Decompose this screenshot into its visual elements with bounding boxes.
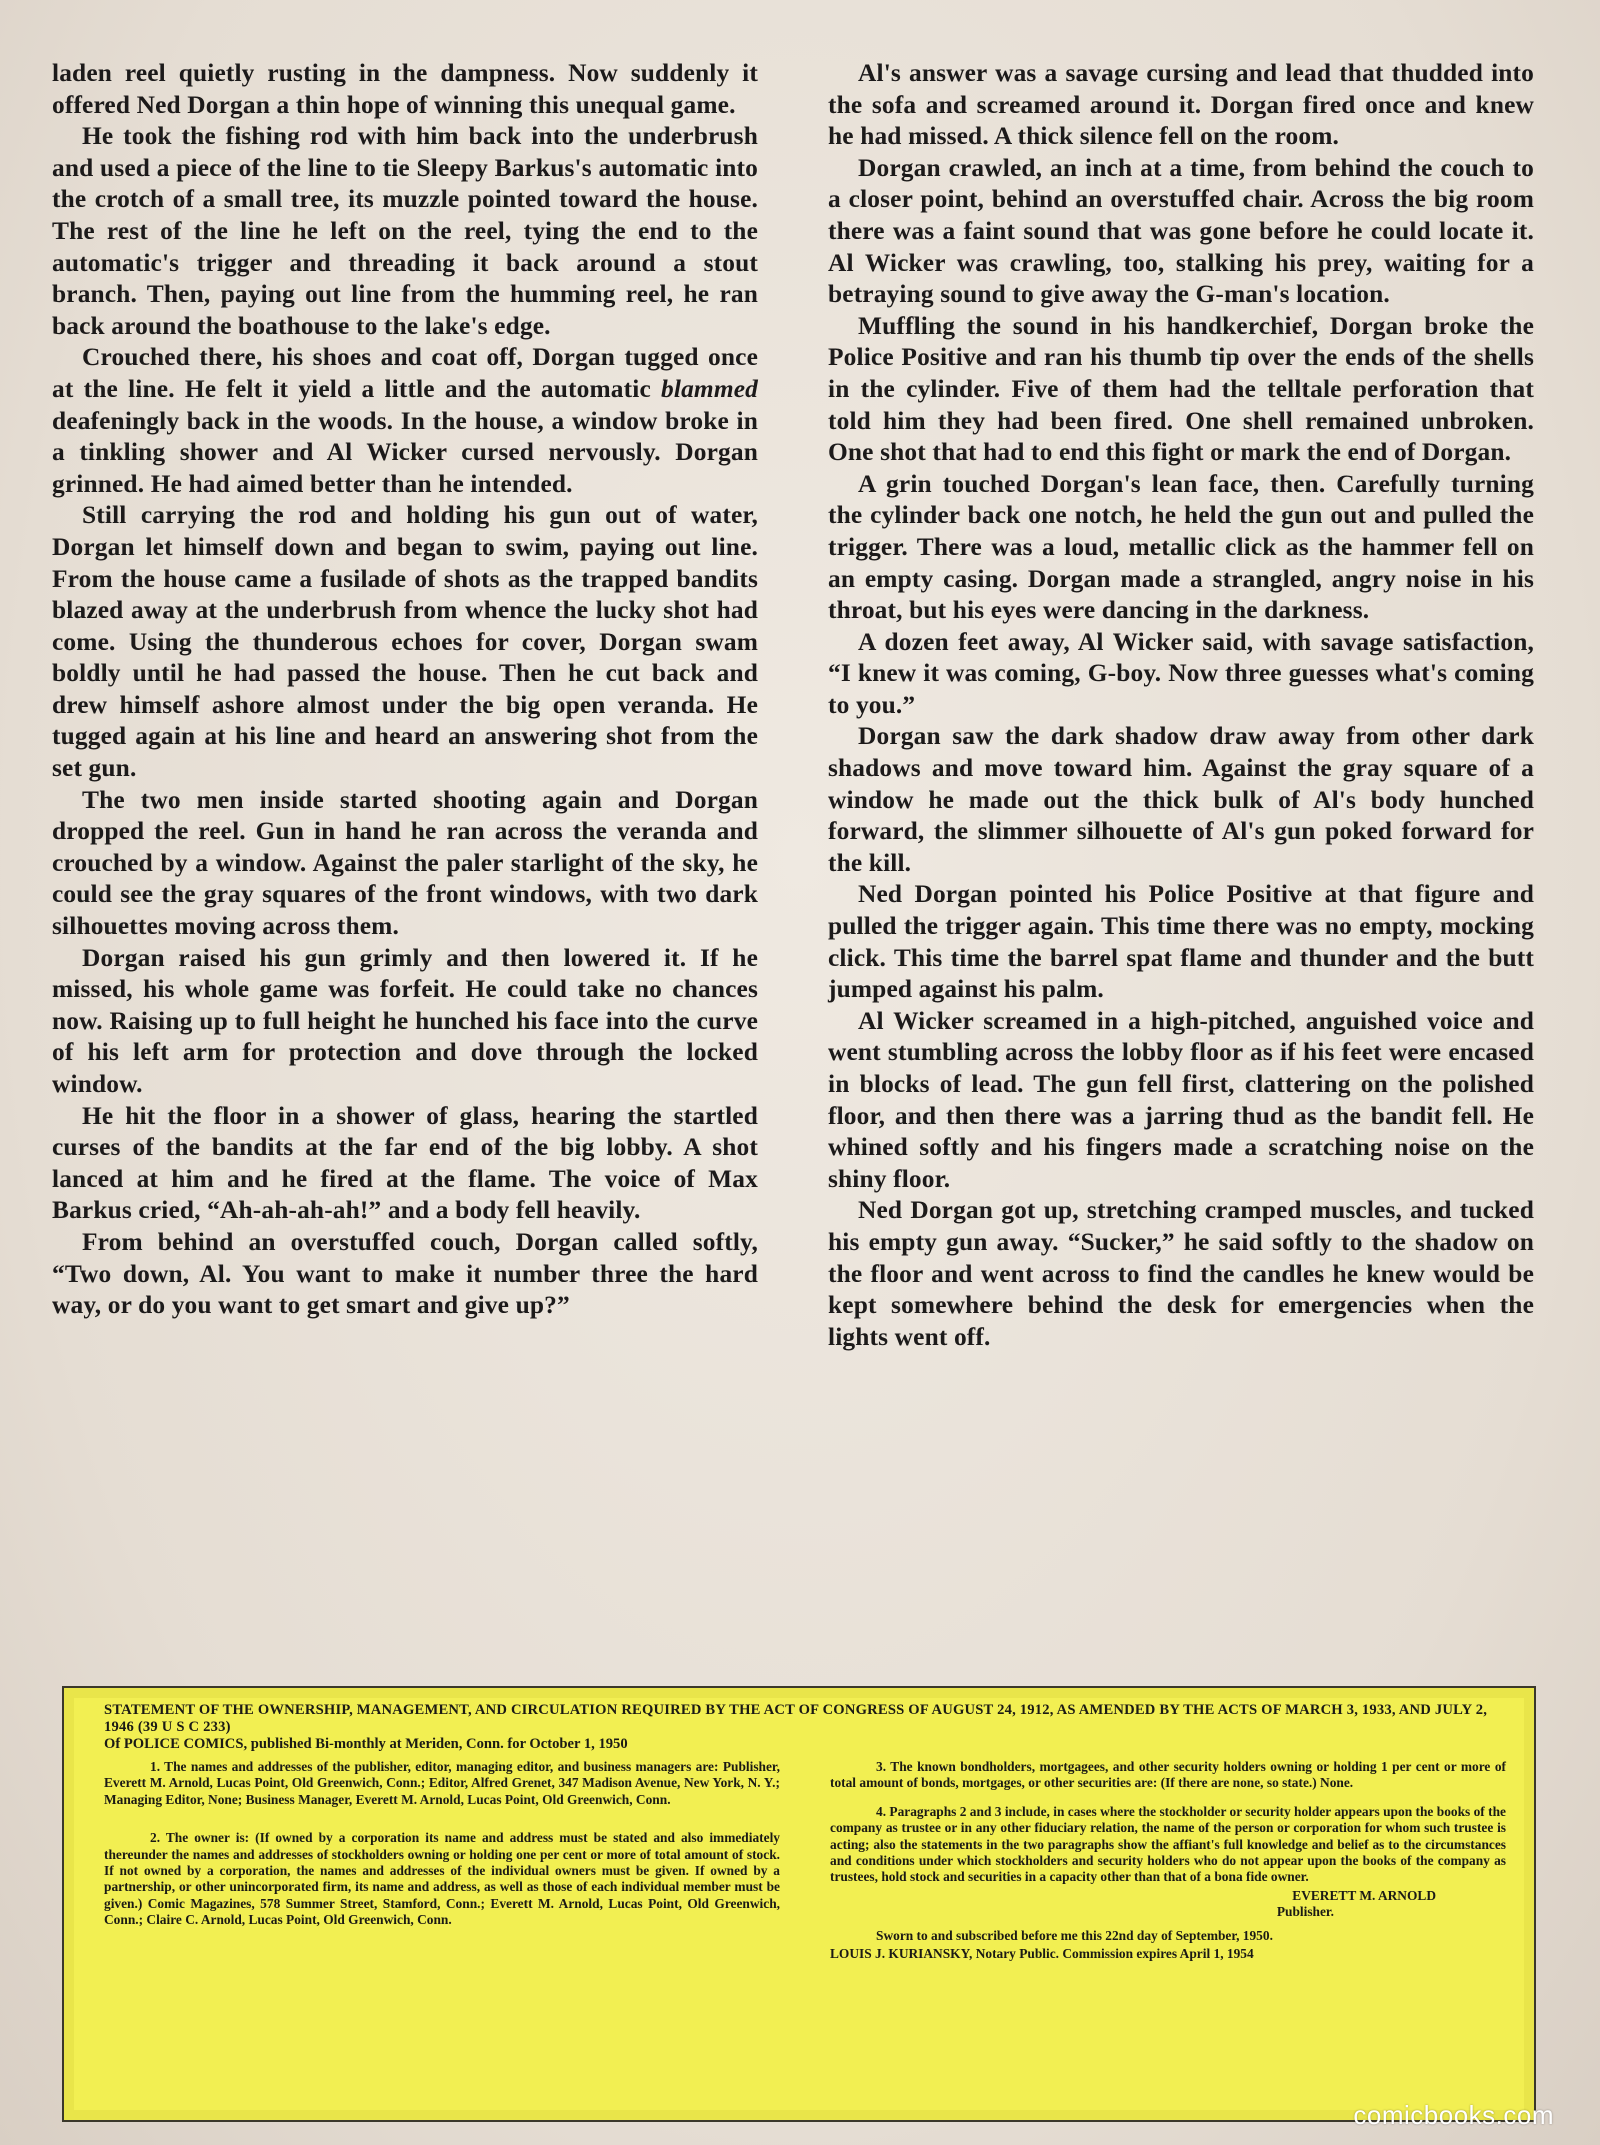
publisher-name: EVERETT M. ARNOLD [1292, 1887, 1436, 1903]
site-watermark: comicbooks.com [1353, 2100, 1554, 2130]
statement-publication-line: Of POLICE COMICS, published Bi-monthly at Meriden, Conn. for October 1, 1950 [104, 1736, 628, 1752]
story-paragraph: laden reel quietly rusting in the dampness. Now suddenly it offered Ned Dorgan a thin hope of winning this unequal game. [52, 59, 758, 119]
story-paragraph: He took the fishing rod with him back into the underbrush and used a piece of the line to tie Sleepy Barkus's automatic into the crotch of a small tree, its muzzle pointed toward the house. The rest of the line he left on the reel, tying the end to the automatic's trigger and threading it back around a stout branch. Then, paying out line from the humming reel, he ran back around the boathouse to the lake's edge. [52, 122, 758, 340]
story-paragraph: Crouched there, his shoes and coat off, Dorgan tugged once at the line. He felt it yield a little and the automatic blammed deafeningly back in the woods. In the house, a window broke in a tinkling shower and Al Wicker cursed nervously. Dorgan grinned. He had aimed better than he intended. [52, 343, 758, 498]
story-paragraph: A dozen feet away, Al Wicker said, with savage satisfaction, “I knew it was coming, G-boy. Now three guesses what's coming to you.” [828, 627, 1534, 719]
emphasized-word: blammed [661, 374, 758, 403]
story-paragraph: Dorgan raised his gun grimly and then lowered it. If he missed, his whole game was forfeit. He could take no chances now. Raising up to full height he hunched his face into the curve of his left arm for protection and dove through the locked window. [52, 943, 758, 1098]
story-paragraph: Al Wicker screamed in a high-pitched, anguished voice and went stumbling across the lobby floor as if his feet were encased in blocks of lead. The gun fell first, clattering on the polished floor, and then there was a jarring thud as the bandit fell. He whined softly and his fingers made a scratching noise on the shiny floor. [828, 1006, 1534, 1193]
statement-column-left [104, 1759, 780, 1963]
statement-paragraph-1: 1. The names and addresses of the publisher, editor, managing editor, and business managers are: Publisher, Everett M. Arnold, Lucas Point, Old Greenwich, Conn.; Editor, Alfred Grenet, 347 Madison Avenue, New York, N. Y.; Managing Editor, None; Business Manager, Everett M. Arnold, Lucas Point, Old Greenwich, Conn. [104, 1759, 780, 1807]
story-paragraph: Ned Dorgan pointed his Police Positive at that figure and pulled the trigger again. This time there was no empty, mocking click. This time the barrel spat flame and thunder and the butt jumped against his palm. [828, 880, 1534, 1004]
statement-paragraph-3: 3. The known bondholders, mortgagees, and other security holders owning or holding 1 per cent or more of total amount of bonds, mortgages, or other securities are: (If there are none, so state.) None. [830, 1759, 1506, 1791]
statement-paragraph-2: 2. The owner is: (If owned by a corporation its name and address must be stated and also immediately thereunder the names and addresses of stockholders owning or holding one per cent or more of total amount of stock. If not owned by a corporation, the names and addresses of the individual owners must be given. If owned by a partnership, or other unincorporated firm, its name and address, as well as those of each individual member must be given.) Comic Magazines, 578 Summer Street, Stamford, Conn.; Everett M. Arnold, Lucas Point, Old Greenwich, Conn.; Claire C. Arnold, Lucas Point, Old Greenwich, Conn. [104, 1830, 780, 1928]
publisher-signature [830, 1888, 1506, 1920]
story-columns [52, 58, 1534, 1648]
statement-column-right [830, 1759, 1506, 1963]
story-paragraph: A grin touched Dorgan's lean face, then. Carefully turning the cylinder back one notch, he held the gun out and pulled the trigger. There was a loud, metallic click as the hammer fell on an empty casing. Dorgan made a strangled, angry noise in his throat, but his eyes were dancing in the darkness. [828, 469, 1534, 625]
ownership-statement-box [62, 1686, 1536, 2122]
publisher-role: Publisher. [1276, 1903, 1334, 1919]
statement-columns [104, 1759, 1506, 1963]
story-paragraph: Still carrying the rod and holding his gun out of water, Dorgan let himself down and began to swim, paying out line. From the house came a fusilade of shots as the trapped bandits blazed away at the underbrush from whence the lucky shot had come. Using the thunderous echoes for cover, Dorgan swam boldly until he had passed the house. Then he cut back and drew himself ashore almost under the big open veranda. He tugged again at his line and heard an answering shot from the set gun. [52, 501, 758, 783]
notary-line: LOUIS J. KURIANSKY, Notary Public. Commission expires April 1, 1954 [830, 1946, 1254, 1962]
story-paragraph: He hit the floor in a shower of glass, hearing the startled curses of the bandits at the far end of the big lobby. A shot lanced at him and he fired at the flame. The voice of Max Barkus cried, “Ah-ah-ah-ah!” and a body fell heavily. [52, 1101, 758, 1225]
story-paragraph: Dorgan crawled, an inch at a time, from behind the couch to a closer point, behind an overstuffed chair. Across the big room there was a faint sound that was gone before he could locate it. Al Wicker was crawling, too, stalking his prey, waiting for a betraying sound to give away the G-man's location. [828, 153, 1534, 309]
story-paragraph: The two men inside started shooting again and Dorgan dropped the reel. Gun in hand he ran across the veranda and crouched by a window. Against the paler starlight of the sky, he could see the gray squares of the front windows, with two dark silhouettes moving across them. [52, 785, 758, 941]
story-paragraph: Dorgan saw the dark shadow draw away from other dark shadows and move toward him. Against the gray square of a window he made out the thick bulk of Al's body hunched forward, the slimmer silhouette of Al's gun poked forward for the kill. [828, 722, 1534, 877]
story-column-right [828, 58, 1534, 1648]
statement-paragraph-4: 4. Paragraphs 2 and 3 include, in cases where the stockholder or security holder appears upon the books of the company as trustee or in any other fiduciary relation, the name of the person or corporation for whom such trustee is acting; also the statements in the two paragraphs show the affiant's full knowledge and belief as to the circumstances and conditions under which stockholders and security holders who do not appear upon the books of the company as trustees, hold stock and securities in a capacity other than that of a bona fide owner. [830, 1803, 1506, 1885]
story-paragraph: Al's answer was a savage cursing and lead that thudded into the sofa and screamed around it. Dorgan fired once and knew he had missed. A thick silence fell on the room. [828, 59, 1534, 151]
story-paragraph: From behind an overstuffed couch, Dorgan called softly, “Two down, Al. You want to make it number three the hard way, or do you want to get smart and give up?” [52, 1227, 758, 1320]
sworn-statement: Sworn to and subscribed before me this 22nd day of September, 1950. [876, 1927, 1273, 1943]
story-column-left [52, 58, 758, 1648]
story-paragraph: Muffling the sound in his handkerchief, Dorgan broke the Police Positive and ran his thumb tip over the ends of the shells in the cylinder. Five of them had the telltale perforation that told him they had been fired. One shell remained unbroken. One shot that had to end this fight or mark the end of Dorgan. [828, 311, 1534, 467]
story-paragraph: Ned Dorgan got up, stretching cramped muscles, and tucked his empty gun away. “Sucker,” he said softly to the shadow on the floor and went across to find the candles he knew would be kept somewhere behind the desk for emergencies when the lights went off. [828, 1196, 1534, 1351]
statement-heading: STATEMENT OF THE OWNERSHIP, MANAGEMENT, AND CIRCULATION REQUIRED BY THE ACT OF CONGRESS OF AUGUST 24, 1912, AS AMENDED BY THE ACTS OF MARCH 3, 1933, AND JULY 2, 1946 (39 U S C 233) [104, 1702, 1488, 1735]
